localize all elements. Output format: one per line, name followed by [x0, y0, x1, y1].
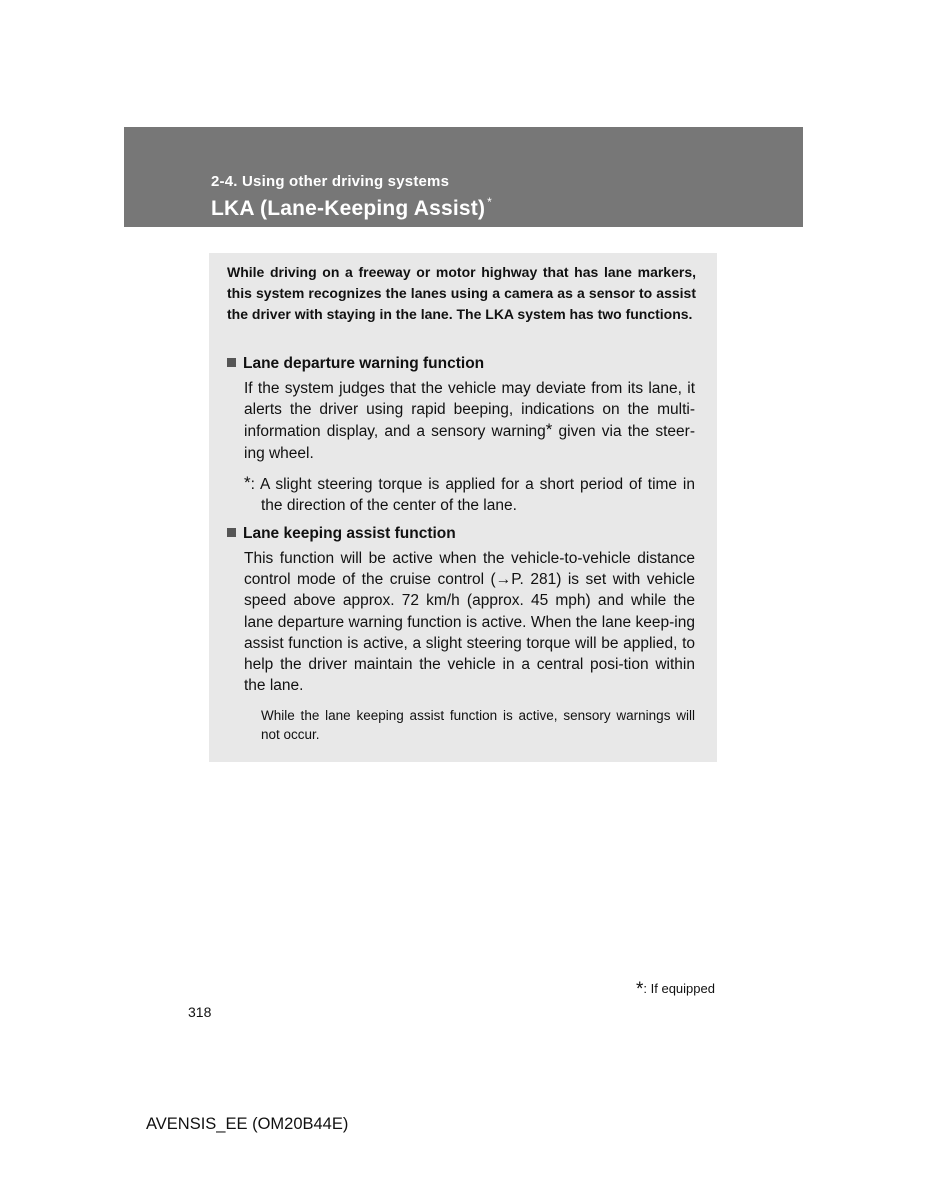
- body-text-cont: given via the steer-ing wheel.: [244, 423, 695, 462]
- section-label: 2-4. Using other driving systems: [211, 173, 450, 190]
- heading-lane-departure: [227, 355, 484, 373]
- square-bullet-icon: [227, 528, 236, 537]
- page-title: [211, 196, 492, 221]
- asterisk-mark: *: [244, 473, 251, 492]
- square-bullet-icon: [227, 358, 236, 367]
- intro-paragraph: While driving on a freeway or motor highway that has lane markers, this system recognizes the lanes using a camera as a sensor to assist the driver with staying in the lane. The LKA system has two functions.: [227, 264, 696, 322]
- page-number: 318: [188, 1004, 212, 1020]
- asterisk-mark: *: [545, 420, 553, 440]
- document-code: AVENSIS_EE (OM20B44E): [146, 1115, 349, 1133]
- heading-lane-keeping: [227, 525, 456, 543]
- chapter-header: [124, 127, 803, 227]
- lane-departure-footnote: [244, 473, 695, 516]
- footnote-text: : A slight steering torque is applied for a short period of time in the direction of the center of the lane.: [250, 476, 695, 515]
- lane-keeping-body: This function will be active when the vehicle-to-vehicle distance control mode of the cruise control (→P. 281) is set with vehicle speed above approx. 72 km/h (approx. 45 mph) and while the lane departure warning function is active. When the lane keep-ing assist function is active, a slight steering torque will be applied, to help the driver maintain the vehicle in a central posi-tion within the lane.: [244, 550, 695, 695]
- heading-text: Lane departure warning function: [243, 355, 485, 372]
- lane-keeping-note: While the lane keeping assist function is active, sensory warnings will not occur.: [261, 708, 695, 742]
- heading-text: Lane keeping assist function: [243, 525, 456, 542]
- body-text: If the system judges that the vehicle may deviate from its lane, it alerts the driver using rapid beeping, indications on the multi-information display, and a sensory warning: [244, 380, 695, 441]
- if-equipped-note: [636, 977, 715, 999]
- lane-departure-body: [244, 378, 695, 464]
- asterisk-mark: *: [636, 979, 644, 1000]
- if-equipped-text: : If equipped: [643, 981, 715, 996]
- title-equipped-mark: *: [487, 195, 493, 209]
- page-title-text: LKA (Lane-Keeping Assist): [211, 197, 486, 220]
- content-box: [209, 253, 717, 762]
